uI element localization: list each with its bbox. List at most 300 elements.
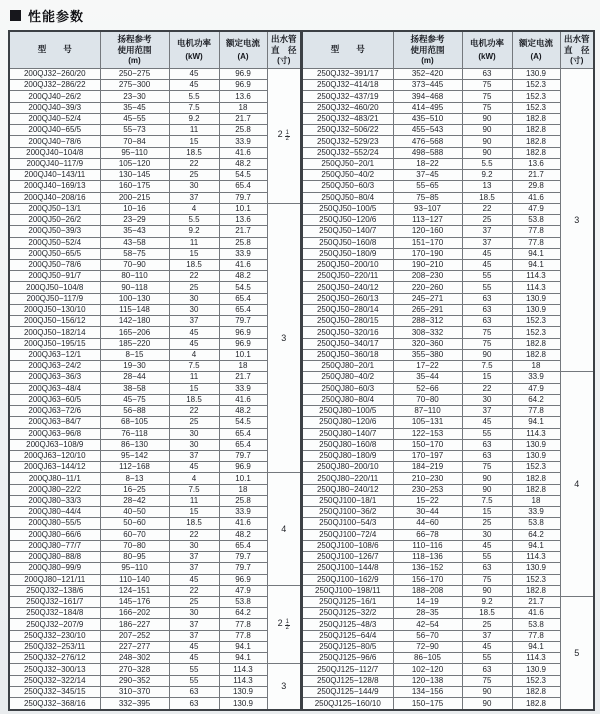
table-row bbox=[9, 203, 301, 214]
table-row bbox=[9, 439, 301, 450]
current-cell: 65.4 bbox=[219, 181, 267, 192]
current-cell: 94.1 bbox=[512, 417, 560, 428]
table-row bbox=[302, 641, 594, 652]
model-cell: 250QJ125−128/8 bbox=[302, 675, 393, 686]
model-cell: 250QJ80−80/4 bbox=[302, 394, 393, 405]
table-row bbox=[302, 327, 594, 338]
model-column-header bbox=[302, 31, 393, 69]
current-cell: 96.9 bbox=[219, 69, 267, 80]
range-cell: 288−312 bbox=[393, 316, 462, 327]
power-cell: 63 bbox=[462, 664, 512, 675]
power-column-header bbox=[462, 31, 512, 69]
power-cell: 30 bbox=[462, 394, 512, 405]
model-cell: 250QJ32−437/19 bbox=[302, 91, 393, 102]
table-row bbox=[302, 462, 594, 473]
diameter-cell: 4 bbox=[267, 473, 301, 585]
range-cell: 130−145 bbox=[100, 170, 169, 181]
table-row bbox=[9, 181, 301, 192]
current-cell: 21.7 bbox=[512, 170, 560, 181]
model-cell: 250QJ32−207/9 bbox=[9, 619, 100, 630]
power-cell: 25 bbox=[462, 518, 512, 529]
power-cell: 15 bbox=[169, 136, 219, 147]
model-cell: 250QJ100−18/1 bbox=[302, 495, 393, 506]
model-cell: 250QJ50−140/7 bbox=[302, 226, 393, 237]
current-header-label: 额定电流 bbox=[518, 37, 553, 48]
table-row bbox=[9, 147, 301, 158]
table-row bbox=[302, 686, 594, 697]
range-cell: 40−50 bbox=[100, 507, 169, 518]
table-row bbox=[9, 484, 301, 495]
model-cell: 200QJ63−36/3 bbox=[9, 372, 100, 383]
power-cell: 9.2 bbox=[462, 597, 512, 608]
power-cell: 11 bbox=[169, 372, 219, 383]
range-cell: 151−170 bbox=[393, 237, 462, 248]
power-cell: 90 bbox=[462, 147, 512, 158]
model-cell: 250QJ125−144/9 bbox=[302, 686, 393, 697]
current-cell: 130.9 bbox=[219, 686, 267, 697]
table-row bbox=[302, 170, 594, 181]
current-cell: 64.2 bbox=[512, 529, 560, 540]
model-cell: 250QJ100−144/8 bbox=[302, 563, 393, 574]
diameter-header-line1: 出水管 bbox=[270, 33, 297, 44]
table-row bbox=[302, 563, 594, 574]
range-cell: 414−495 bbox=[393, 102, 462, 113]
table-row bbox=[302, 608, 594, 619]
current-cell: 21.7 bbox=[219, 113, 267, 124]
model-cell: 250QJ50−200/10 bbox=[302, 259, 393, 270]
range-cell: 70−84 bbox=[100, 136, 169, 147]
table-row bbox=[9, 428, 301, 439]
model-cell: 250QJ80−20/1 bbox=[302, 361, 393, 372]
power-cell: 90 bbox=[462, 698, 512, 710]
power-cell: 18.5 bbox=[169, 259, 219, 270]
power-cell: 55 bbox=[462, 282, 512, 293]
current-cell: 65.4 bbox=[219, 428, 267, 439]
range-cell: 105−120 bbox=[100, 158, 169, 169]
section-title bbox=[10, 6, 84, 25]
table-row bbox=[9, 327, 301, 338]
range-header-line2: 使用范围 bbox=[117, 44, 152, 55]
range-cell: 28−42 bbox=[100, 495, 169, 506]
range-cell: 86−105 bbox=[393, 653, 462, 664]
range-cell: 134−156 bbox=[393, 686, 462, 697]
power-cell: 15 bbox=[462, 507, 512, 518]
model-column-header bbox=[9, 31, 100, 69]
table-row bbox=[9, 641, 301, 652]
range-cell: 120−160 bbox=[393, 226, 462, 237]
model-cell: 200QJ80−55/5 bbox=[9, 518, 100, 529]
model-cell: 250QJ32−138/6 bbox=[9, 585, 100, 596]
power-cell: 63 bbox=[462, 304, 512, 315]
power-cell: 9.2 bbox=[462, 170, 512, 181]
range-cell: 70−90 bbox=[100, 259, 169, 270]
range-cell: 55−73 bbox=[100, 125, 169, 136]
power-cell: 90 bbox=[462, 136, 512, 147]
power-cell: 30 bbox=[169, 428, 219, 439]
power-cell: 45 bbox=[462, 540, 512, 551]
range-cell: 265−291 bbox=[393, 304, 462, 315]
power-cell: 22 bbox=[462, 203, 512, 214]
table-row bbox=[302, 237, 594, 248]
current-cell: 77.8 bbox=[219, 630, 267, 641]
table-row bbox=[302, 215, 594, 226]
range-cell: 110−140 bbox=[100, 574, 169, 585]
model-cell: 200QJ32−286/22 bbox=[9, 80, 100, 91]
current-cell: 13.6 bbox=[512, 158, 560, 169]
model-cell: 200QJ40−143/11 bbox=[9, 170, 100, 181]
current-cell: 33.9 bbox=[219, 507, 267, 518]
model-cell: 200QJ50−65/5 bbox=[9, 248, 100, 259]
model-cell: 250QJ125−64/4 bbox=[302, 630, 393, 641]
diameter-header-line2: 直 径 bbox=[270, 44, 297, 55]
range-cell: 165−206 bbox=[100, 327, 169, 338]
model-cell: 200QJ50−182/14 bbox=[9, 327, 100, 338]
current-cell: 130.9 bbox=[512, 450, 560, 461]
model-cell: 250QJ50−320/16 bbox=[302, 327, 393, 338]
power-cell: 15 bbox=[169, 248, 219, 259]
current-cell: 79.7 bbox=[219, 552, 267, 563]
range-cell: 210−230 bbox=[393, 473, 462, 484]
model-cell: 250QJ50−260/13 bbox=[302, 293, 393, 304]
header-row bbox=[302, 31, 594, 69]
power-cell: 45 bbox=[462, 248, 512, 259]
table-row bbox=[302, 372, 594, 383]
table-row bbox=[302, 574, 594, 585]
current-cell: 130.9 bbox=[512, 69, 560, 80]
model-cell: 250QJ80−40/2 bbox=[302, 372, 393, 383]
model-cell: 200QJ32−260/20 bbox=[9, 69, 100, 80]
current-cell: 18 bbox=[512, 361, 560, 372]
table-row bbox=[9, 597, 301, 608]
table-row bbox=[9, 113, 301, 124]
power-cell: 63 bbox=[169, 686, 219, 697]
table-row bbox=[9, 462, 301, 473]
table-row bbox=[9, 125, 301, 136]
power-cell: 55 bbox=[462, 552, 512, 563]
table-row bbox=[302, 248, 594, 259]
current-cell: 33.9 bbox=[219, 136, 267, 147]
power-cell: 37 bbox=[169, 552, 219, 563]
current-cell: 53.8 bbox=[219, 597, 267, 608]
current-cell: 18 bbox=[219, 484, 267, 495]
power-cell: 11 bbox=[169, 125, 219, 136]
page-title: 性能参数 bbox=[28, 9, 85, 24]
range-cell: 80−110 bbox=[100, 271, 169, 282]
current-cell: 94.1 bbox=[512, 259, 560, 270]
model-cell: 250QJ32−529/23 bbox=[302, 136, 393, 147]
range-column-header bbox=[100, 31, 169, 69]
power-cell: 45 bbox=[462, 259, 512, 270]
table-row bbox=[302, 450, 594, 461]
model-cell: 250QJ50−180/9 bbox=[302, 248, 393, 259]
table-row bbox=[302, 158, 594, 169]
power-cell: 45 bbox=[169, 462, 219, 473]
range-cell: 190−210 bbox=[393, 259, 462, 270]
model-cell: 200QJ40−52/4 bbox=[9, 113, 100, 124]
power-cell: 30 bbox=[169, 181, 219, 192]
model-cell: 250QJ100−162/9 bbox=[302, 574, 393, 585]
power-cell: 90 bbox=[462, 125, 512, 136]
current-cell: 41.6 bbox=[219, 518, 267, 529]
power-header-unit: (kW) bbox=[478, 51, 496, 61]
model-cell: 200QJ40−65/5 bbox=[9, 125, 100, 136]
current-cell: 25.8 bbox=[219, 125, 267, 136]
table-row bbox=[302, 203, 594, 214]
range-cell: 44−60 bbox=[393, 518, 462, 529]
table-row bbox=[302, 394, 594, 405]
power-cell: 63 bbox=[462, 69, 512, 80]
model-cell: 250QJ32−483/21 bbox=[302, 113, 393, 124]
model-cell: 250QJ50−240/12 bbox=[302, 282, 393, 293]
power-cell: 75 bbox=[462, 574, 512, 585]
model-header-label: 型 号 bbox=[37, 44, 72, 55]
range-cell: 76−118 bbox=[100, 428, 169, 439]
current-cell: 41.6 bbox=[512, 608, 560, 619]
current-cell: 114.3 bbox=[219, 664, 267, 675]
current-cell: 130.9 bbox=[512, 664, 560, 675]
power-cell: 55 bbox=[462, 653, 512, 664]
table-row bbox=[302, 383, 594, 394]
current-cell: 96.9 bbox=[219, 80, 267, 91]
diameter-header-line1: 出水管 bbox=[563, 33, 590, 44]
model-header-label: 型 号 bbox=[330, 44, 365, 55]
range-cell: 15−22 bbox=[393, 495, 462, 506]
table-row bbox=[302, 597, 594, 608]
model-cell: 250QJ50−100/5 bbox=[302, 203, 393, 214]
current-cell: 114.3 bbox=[512, 552, 560, 563]
range-cell: 308−332 bbox=[393, 327, 462, 338]
current-cell: 25.8 bbox=[219, 237, 267, 248]
power-cell: 5.5 bbox=[169, 215, 219, 226]
power-cell: 5.5 bbox=[462, 158, 512, 169]
range-cell: 66−78 bbox=[393, 529, 462, 540]
current-cell: 114.3 bbox=[219, 675, 267, 686]
current-cell: 21.7 bbox=[219, 226, 267, 237]
table-row bbox=[302, 552, 594, 563]
table-row bbox=[302, 136, 594, 147]
model-cell: 250QJ125−16/1 bbox=[302, 597, 393, 608]
table-row bbox=[9, 259, 301, 270]
current-cell: 10.1 bbox=[219, 203, 267, 214]
current-cell: 29.8 bbox=[512, 181, 560, 192]
current-cell: 130.9 bbox=[512, 293, 560, 304]
range-cell: 35−44 bbox=[393, 372, 462, 383]
current-cell: 21.7 bbox=[219, 372, 267, 383]
current-cell: 41.6 bbox=[219, 259, 267, 270]
range-cell: 56−88 bbox=[100, 406, 169, 417]
range-cell: 185−220 bbox=[100, 338, 169, 349]
model-cell: 250QJ50−20/1 bbox=[302, 158, 393, 169]
table-row bbox=[9, 136, 301, 147]
range-cell: 498−588 bbox=[393, 147, 462, 158]
model-cell: 200QJ63−96/8 bbox=[9, 428, 100, 439]
power-cell: 63 bbox=[169, 698, 219, 710]
range-cell: 58−75 bbox=[100, 248, 169, 259]
range-cell: 200−215 bbox=[100, 192, 169, 203]
current-cell: 182.8 bbox=[512, 473, 560, 484]
model-cell: 200QJ80−22/2 bbox=[9, 484, 100, 495]
power-cell: 45 bbox=[169, 69, 219, 80]
power-cell: 75 bbox=[462, 327, 512, 338]
power-cell: 63 bbox=[462, 450, 512, 461]
current-cell: 114.3 bbox=[512, 653, 560, 664]
current-cell: 54.5 bbox=[219, 282, 267, 293]
model-cell: 200QJ40−117/9 bbox=[9, 158, 100, 169]
range-cell: 37−45 bbox=[393, 170, 462, 181]
range-cell: 150−170 bbox=[393, 439, 462, 450]
range-header-line1: 扬程参考 bbox=[410, 33, 445, 44]
power-cell: 55 bbox=[462, 428, 512, 439]
model-cell: 200QJ63−108/9 bbox=[9, 439, 100, 450]
power-cell: 22 bbox=[169, 529, 219, 540]
table-row bbox=[9, 630, 301, 641]
range-cell: 320−360 bbox=[393, 338, 462, 349]
table-row bbox=[302, 181, 594, 192]
range-cell: 19−30 bbox=[100, 361, 169, 372]
power-cell: 25 bbox=[169, 282, 219, 293]
power-cell: 13 bbox=[462, 181, 512, 192]
model-cell: 250QJ125−80/5 bbox=[302, 641, 393, 652]
power-cell: 4 bbox=[169, 349, 219, 360]
model-cell: 200QJ50−117/9 bbox=[9, 293, 100, 304]
range-cell: 87−110 bbox=[393, 406, 462, 417]
table-row bbox=[302, 495, 594, 506]
current-cell: 152.3 bbox=[512, 574, 560, 585]
current-header-label: 额定电流 bbox=[225, 37, 260, 48]
range-cell: 290−352 bbox=[100, 675, 169, 686]
range-cell: 93−107 bbox=[393, 203, 462, 214]
model-cell: 200QJ50−13/1 bbox=[9, 203, 100, 214]
power-cell: 18.5 bbox=[169, 518, 219, 529]
power-cell: 37 bbox=[462, 406, 512, 417]
model-cell: 250QJ50−360/18 bbox=[302, 349, 393, 360]
range-header-unit: (m) bbox=[128, 55, 141, 65]
table-row bbox=[9, 495, 301, 506]
power-cell: 45 bbox=[169, 641, 219, 652]
current-cell: 25.8 bbox=[219, 495, 267, 506]
model-cell: 200QJ63−24/2 bbox=[9, 361, 100, 372]
table-row bbox=[302, 540, 594, 551]
range-cell: 8−15 bbox=[100, 349, 169, 360]
current-cell: 96.9 bbox=[219, 574, 267, 585]
table-row bbox=[9, 304, 301, 315]
power-cell: 75 bbox=[462, 102, 512, 113]
table-row bbox=[9, 450, 301, 461]
range-cell: 55−65 bbox=[393, 181, 462, 192]
current-cell: 54.5 bbox=[219, 170, 267, 181]
current-cell: 48.2 bbox=[219, 406, 267, 417]
power-cell: 90 bbox=[462, 686, 512, 697]
table-row bbox=[9, 675, 301, 686]
current-cell: 47.9 bbox=[219, 585, 267, 596]
power-column-header bbox=[169, 31, 219, 69]
model-cell: 250QJ100−198/11 bbox=[302, 585, 393, 596]
current-cell: 33.9 bbox=[512, 507, 560, 518]
table-row bbox=[9, 91, 301, 102]
range-cell: 394−468 bbox=[393, 91, 462, 102]
power-cell: 11 bbox=[169, 495, 219, 506]
table-row bbox=[302, 653, 594, 664]
table-row bbox=[302, 192, 594, 203]
table-row bbox=[9, 192, 301, 203]
model-cell: 200QJ50−156/12 bbox=[9, 316, 100, 327]
range-cell: 56−70 bbox=[393, 630, 462, 641]
range-cell: 156−170 bbox=[393, 574, 462, 585]
model-cell: 200QJ63−12/1 bbox=[9, 349, 100, 360]
model-cell: 250QJ50−160/8 bbox=[302, 237, 393, 248]
power-cell: 4 bbox=[169, 203, 219, 214]
model-cell: 250QJ80−200/10 bbox=[302, 462, 393, 473]
power-cell: 55 bbox=[462, 271, 512, 282]
current-cell: 152.3 bbox=[512, 327, 560, 338]
table-row bbox=[9, 383, 301, 394]
range-cell: 72−90 bbox=[393, 641, 462, 652]
power-cell: 7.5 bbox=[169, 102, 219, 113]
table-row bbox=[9, 338, 301, 349]
range-cell: 142−180 bbox=[100, 316, 169, 327]
diameter-cell: 3 bbox=[267, 664, 301, 710]
power-cell: 30 bbox=[169, 439, 219, 450]
range-cell: 160−175 bbox=[100, 181, 169, 192]
range-cell: 145−176 bbox=[100, 597, 169, 608]
model-cell: 250QJ100−126/7 bbox=[302, 552, 393, 563]
current-cell: 152.3 bbox=[512, 462, 560, 473]
current-cell: 182.8 bbox=[512, 349, 560, 360]
range-cell: 230−253 bbox=[393, 484, 462, 495]
range-cell: 28−35 bbox=[393, 608, 462, 619]
range-cell: 42−54 bbox=[393, 619, 462, 630]
current-cell: 182.8 bbox=[512, 136, 560, 147]
model-cell: 200QJ80−44/4 bbox=[9, 507, 100, 518]
power-cell: 18.5 bbox=[462, 192, 512, 203]
table-row bbox=[9, 585, 301, 596]
table-row bbox=[302, 259, 594, 270]
current-cell: 64.2 bbox=[219, 608, 267, 619]
model-cell: 200QJ50−52/4 bbox=[9, 237, 100, 248]
range-cell: 35−43 bbox=[100, 226, 169, 237]
table-row bbox=[9, 417, 301, 428]
power-cell: 22 bbox=[169, 406, 219, 417]
power-cell: 45 bbox=[169, 80, 219, 91]
range-cell: 275−300 bbox=[100, 80, 169, 91]
power-cell: 37 bbox=[462, 226, 512, 237]
power-cell: 22 bbox=[462, 383, 512, 394]
range-cell: 38−58 bbox=[100, 383, 169, 394]
table-row bbox=[9, 653, 301, 664]
range-cell: 250−275 bbox=[100, 69, 169, 80]
table-row bbox=[302, 80, 594, 91]
diameter-header-unit: (寸) bbox=[570, 55, 584, 65]
range-cell: 17−22 bbox=[393, 361, 462, 372]
current-cell: 18 bbox=[219, 102, 267, 113]
table-row bbox=[9, 574, 301, 585]
table-row bbox=[302, 664, 594, 675]
diameter-column-header bbox=[267, 31, 301, 69]
current-cell: 152.3 bbox=[512, 91, 560, 102]
model-cell: 200QJ50−39/3 bbox=[9, 226, 100, 237]
range-cell: 75−85 bbox=[393, 192, 462, 203]
current-cell: 152.3 bbox=[512, 675, 560, 686]
model-cell: 200QJ40−208/16 bbox=[9, 192, 100, 203]
range-header-line2: 使用范围 bbox=[410, 44, 445, 55]
power-cell: 90 bbox=[462, 473, 512, 484]
power-cell: 63 bbox=[462, 563, 512, 574]
current-cell: 33.9 bbox=[219, 383, 267, 394]
range-cell: 100−130 bbox=[100, 293, 169, 304]
table-row bbox=[302, 417, 594, 428]
table-row bbox=[9, 102, 301, 113]
current-cell: 130.9 bbox=[219, 698, 267, 710]
